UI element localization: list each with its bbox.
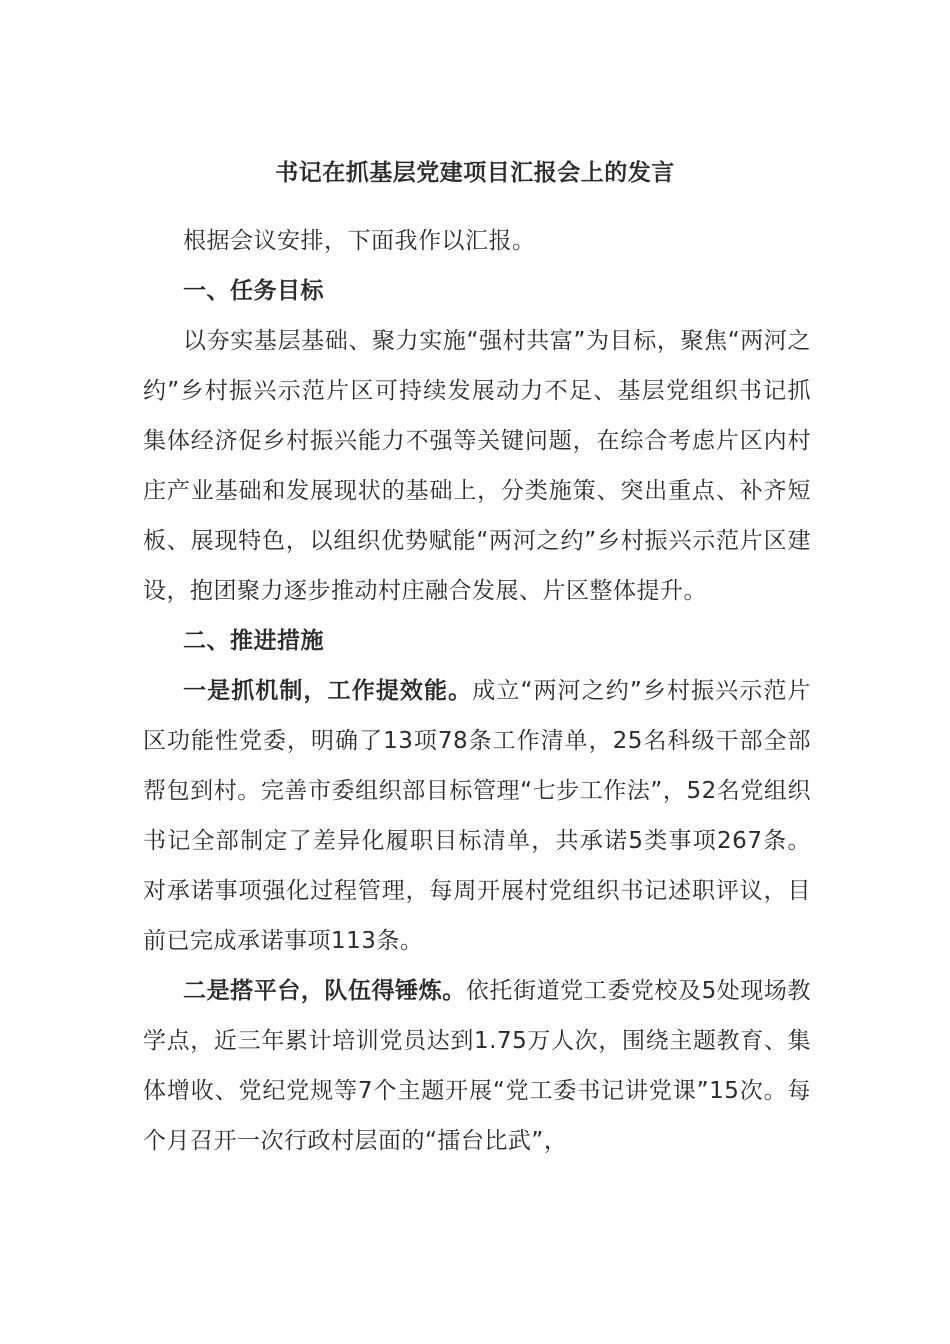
intro-paragraph: 根据会议安排，下面我作以汇报。: [183, 228, 536, 254]
measure-paragraph-mechanism: [143, 666, 811, 966]
measure-paragraph-platform: [143, 966, 811, 1166]
measure-text-mechanism: 成立“两河之约”乡村振兴示范片区功能性党委，明确了13项78条工作清单，25名科级干部全部帮包到村。完善市委组织部目标管理“七步工作法”，52名党组织书记全部制定了差异化履职目标清单，共承诺5类事项267条。对承诺事项强化过程管理，每周开展村党组织书记述职评议，目前已完成承诺事项113条。: [143, 678, 811, 954]
section-heading-goals: 一、任务目标: [183, 278, 324, 304]
document-title: 书记在抓基层党建项目汇报会上的发言: [275, 160, 675, 186]
document-body: [143, 216, 811, 1166]
measure-lead-mechanism: 一是抓机制，工作提效能。: [183, 678, 473, 704]
measure-lead-platform: 二是搭平台，队伍得锤炼。: [183, 978, 466, 1004]
section-heading-measures: 二、推进措施: [183, 628, 324, 654]
measure-text-platform: 依托街道党工委党校及5处现场教学点，近三年累计培训党员达到1.75万人次，围绕主题教育、集体增收、党纪党规等7个主题开展“党工委书记讲党课”15次。每个月召开一次行政村层面的“擂台比武”，: [143, 978, 811, 1154]
goals-paragraph: 以夯实基层基础、聚力实施“强村共富”为目标，聚焦“两河之约”乡村振兴示范片区可持续发展动力不足、基层党组织书记抓集体经济促乡村振兴能力不强等关键问题，在综合考虑片区内村庄产业基础和发展现状的基础上，分类施策、突出重点、补齐短板、展现特色，以组织优势赋能“两河之约”乡村振兴示范片区建设，抱团聚力逐步推动村庄融合发展、片区整体提升。: [143, 328, 811, 604]
